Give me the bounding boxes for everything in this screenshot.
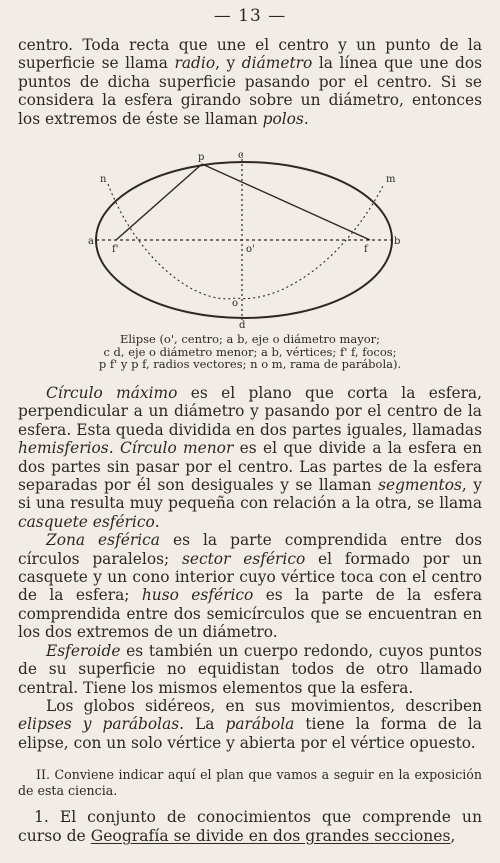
intro-text-3: la línea que une dos puntos de dicha superficie pasando por el centro. Si se considera la esfera girando sobre un diámetro, entonces los extremos de éste se llaman	[18, 54, 482, 128]
term-diametro: diámetro	[241, 54, 313, 73]
intro-text-1: centro. Toda recta que une el centro y un punto de la superficie se llama	[18, 36, 482, 73]
final-underlined-text: Geografía se divide en dos grandes secciones	[90, 827, 451, 845]
paragraph-globos	[18, 697, 482, 752]
intro-text-4: .	[303, 109, 309, 128]
term-hemisferios: hemisferios	[18, 439, 109, 458]
ellipse-figure	[86, 148, 412, 330]
note-text: II. Conviene indicar aquí el plan que vamos a seguir en la exposición de esta ciencia.	[18, 767, 482, 798]
caption-line-2: c d, eje o diámetro menor; a b, vértices; f' f, focos;	[103, 344, 397, 359]
para2-text-2: es la parte comprendida entre dos círculos paralelos;	[18, 531, 482, 568]
term-esferoide: Esferoide	[46, 641, 121, 660]
term-polos: polos	[262, 109, 304, 128]
paragraph-zona	[18, 531, 482, 641]
figure-caption	[80, 333, 420, 371]
label-p: p	[198, 152, 205, 163]
term-elipses-parabolas: elipses y parábolas	[18, 715, 180, 734]
para3-text-2: es también un cuerpo redondo, cuyos puntos de su superficie no equidistan todos de otro llamado central. Tiene los mismos elementos que la esfera.	[18, 641, 482, 697]
parabola-branch	[108, 184, 384, 299]
final-text-1: 1. El conjunto de conocimientos que comprende un curso de	[18, 808, 482, 845]
term-radio: radio	[174, 54, 216, 73]
label-c: c	[238, 150, 244, 161]
para1-text-8: , y si una resulta muy pequeña con relación a la otra, se llama	[18, 476, 482, 513]
label-m: m	[386, 174, 396, 185]
paragraph-esferoide	[18, 642, 482, 697]
term-zona-esferica: Zona esférica	[46, 531, 160, 550]
label-f-prime: f'	[112, 244, 119, 255]
intro-text-2: , y	[215, 54, 242, 73]
radius-vector-pf2	[202, 164, 370, 240]
term-parabola: parábola	[225, 715, 295, 734]
term-huso-esferico: huso esférico	[141, 586, 254, 605]
term-casquete: casquete esférico	[18, 512, 155, 531]
label-d: d	[239, 320, 246, 330]
final-text-3: ,	[450, 827, 456, 845]
para4-text-1: Los globos sidéreos, en sus movimientos, describen	[46, 696, 482, 715]
para2-text-4: el formado por un casquete y un cono interior cuyo vértice toca con el centro de la esfera;	[18, 549, 482, 605]
para1-text-2: es el plano que corta la esfera, perpendicular a un diámetro y pasando por el centro de la esfera. Esta queda dividida en dos partes iguales, llamadas	[18, 384, 482, 439]
label-f: f	[364, 244, 368, 255]
ellipse-diagram	[86, 148, 412, 330]
term-circulo-menor: Círculo menor	[119, 439, 234, 458]
term-circulo-maximo: Círculo máximo	[46, 384, 178, 402]
para4-text-3: . La	[179, 715, 226, 734]
para2-text-6: es la parte de la esfera comprendida entre dos semicírculos que se encuentran en los dos extremos de un diámetro.	[18, 586, 483, 642]
para1-text-10: .	[154, 512, 160, 531]
paragraph-circulo	[18, 384, 482, 531]
term-sector-esferico: sector esférico	[182, 549, 306, 568]
body-paragraphs	[18, 384, 482, 752]
section-note	[18, 767, 482, 799]
label-o: o	[232, 298, 239, 309]
para4-text-5: tiene la forma de la elipse, con un solo vértice y abierta por el vértice opuesto.	[18, 715, 482, 752]
caption-line-1: Elipse (o', centro; a b, eje o diámetro mayor;	[119, 332, 381, 346]
intro-paragraph	[18, 36, 482, 128]
label-b: b	[394, 236, 401, 247]
label-a: a	[88, 236, 94, 247]
para1-text-4: .	[108, 439, 120, 458]
final-paragraph	[18, 808, 482, 846]
label-o-prime: o'	[246, 244, 255, 255]
para1-text-6: es el que divide a la esfera en dos partes sin pasar por el centro. Las partes de la esfera separadas por él son desiguales y se llaman	[18, 439, 482, 495]
page-number: — 13 —	[213, 6, 287, 26]
term-segmentos: segmentos	[378, 476, 462, 495]
caption-line-3: p f' y p f, radios vectores; n o m, rama de parábola).	[98, 357, 402, 372]
label-n: n	[100, 174, 107, 185]
